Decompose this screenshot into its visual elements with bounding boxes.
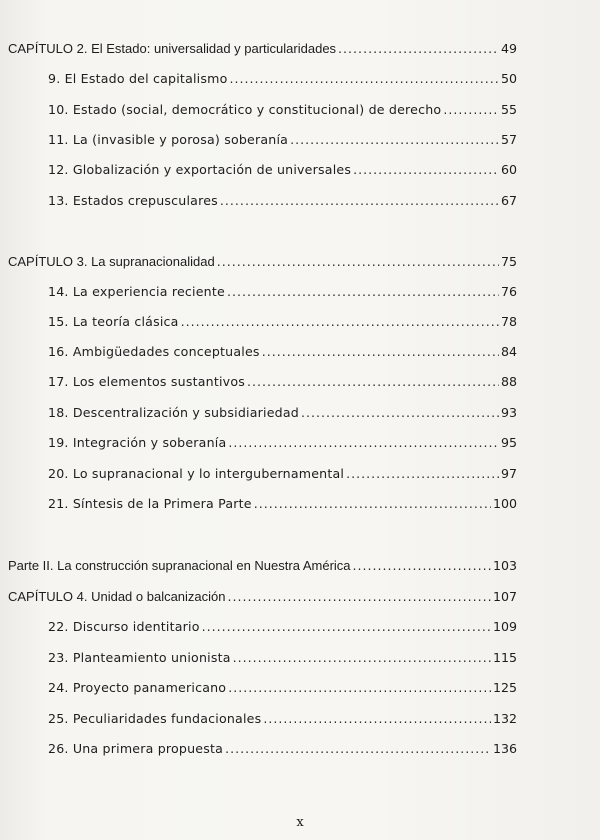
toc-page-number: 75 (500, 254, 517, 269)
toc-label: CAPÍTULO 4. Unidad o balcanización (8, 589, 226, 604)
toc-part-2 (8, 558, 517, 580)
toc-label: 9. El Estado del capitalismo (48, 71, 228, 86)
toc-entry-14 (48, 284, 517, 306)
dot-leader (247, 374, 499, 389)
toc-label: 26. Una primera propuesta (48, 741, 224, 756)
toc-label: 20. Lo supranacional y lo intergubernamental (48, 466, 345, 481)
toc-label: 18. Descentralización y subsidiariedad (48, 405, 299, 420)
toc-page-number: 49 (500, 41, 517, 56)
toc-entry-17 (48, 374, 517, 396)
dot-leader (262, 344, 499, 359)
dot-leader (181, 314, 499, 329)
toc-entry-12 (48, 162, 517, 184)
toc-label: 24. Proyecto panamericano (48, 680, 227, 695)
toc-page-number: 78 (500, 314, 517, 329)
toc-page-number: 60 (500, 162, 517, 177)
toc-chapter-4 (8, 589, 517, 611)
toc-label: 16. Ambigüedades conceptuales (48, 344, 260, 359)
toc-entry-13 (48, 193, 517, 215)
toc-page-number: 57 (500, 132, 517, 147)
toc-page-number: 109 (492, 619, 517, 634)
toc-label: 12. Globalización y exportación de universales (48, 162, 352, 177)
dot-leader (230, 71, 499, 86)
dot-leader (220, 193, 499, 208)
toc-page-number: 76 (500, 284, 517, 299)
toc-entry-22 (48, 619, 517, 641)
dot-leader (225, 741, 491, 756)
toc-label: 21. Síntesis de la Primera Parte (48, 496, 252, 511)
toc-entry-9 (48, 71, 517, 93)
dot-leader (202, 619, 491, 634)
toc-page-number: 84 (500, 344, 517, 359)
toc-label: 19. Integración y soberanía (48, 435, 227, 450)
dot-leader (346, 466, 499, 481)
toc-entry-16 (48, 344, 517, 366)
toc-page-number: 50 (500, 71, 517, 86)
dot-leader (228, 589, 491, 604)
dot-leader (290, 132, 499, 147)
toc-entry-26 (48, 741, 517, 763)
toc-page-number: 88 (500, 374, 517, 389)
dot-leader (228, 435, 499, 450)
toc-page-number: 67 (500, 193, 517, 208)
toc-label: 15. La teoría clásica (48, 314, 179, 329)
toc-page-number: 107 (492, 589, 517, 604)
toc-label: 14. La experiencia reciente (48, 284, 225, 299)
toc-label: 22. Discurso identitario (48, 619, 200, 634)
toc-entry-10 (48, 102, 517, 124)
dot-leader (263, 711, 491, 726)
toc-page-number: 136 (492, 741, 517, 756)
toc-page-number: 97 (500, 466, 517, 481)
dot-leader (228, 680, 491, 695)
toc-label: 13. Estados crepusculares (48, 193, 218, 208)
toc-entry-23 (48, 650, 517, 672)
toc-entry-11 (48, 132, 517, 154)
toc-label: 23. Planteamiento unionista (48, 650, 231, 665)
toc-label: Parte II. La construcción supranacional en Nuestra América (8, 558, 351, 573)
toc-page-number: 115 (492, 650, 517, 665)
toc-page-number: 55 (500, 102, 517, 117)
dot-leader (338, 41, 499, 56)
toc-entry-24 (48, 680, 517, 702)
toc-entry-21 (48, 496, 517, 518)
dot-leader (301, 405, 499, 420)
toc-entry-18 (48, 405, 517, 427)
toc-page-number: 132 (492, 711, 517, 726)
toc-entry-19 (48, 435, 517, 457)
toc-label: 25. Peculiaridades fundacionales (48, 711, 262, 726)
toc-entry-15 (48, 314, 517, 336)
toc-entry-20 (48, 466, 517, 488)
dot-leader (353, 558, 491, 573)
dot-leader (443, 102, 499, 117)
dot-leader (254, 496, 491, 511)
dot-leader (217, 254, 499, 269)
toc-page-number: 93 (500, 405, 517, 420)
toc-chapter-2 (8, 41, 517, 63)
toc-chapter-3 (8, 254, 517, 276)
dot-leader (233, 650, 491, 665)
dot-leader (227, 284, 499, 299)
toc-label: CAPÍTULO 2. El Estado: universalidad y particularidades (8, 41, 337, 56)
dot-leader (353, 162, 499, 177)
toc-label: 10. Estado (social, democrático y constitucional) de derecho (48, 102, 442, 117)
toc-page-number: 103 (492, 558, 517, 573)
toc-label: 11. La (invasible y porosa) soberanía (48, 132, 289, 147)
toc-page-number: 95 (500, 435, 517, 450)
toc-label: CAPÍTULO 3. La supranacionalidad (8, 254, 215, 269)
toc-page-number: 100 (492, 496, 517, 511)
toc-label: 17. Los elementos sustantivos (48, 374, 245, 389)
toc-entry-25 (48, 711, 517, 733)
page-folio: x (296, 815, 304, 830)
toc-page-number: 125 (492, 680, 517, 695)
